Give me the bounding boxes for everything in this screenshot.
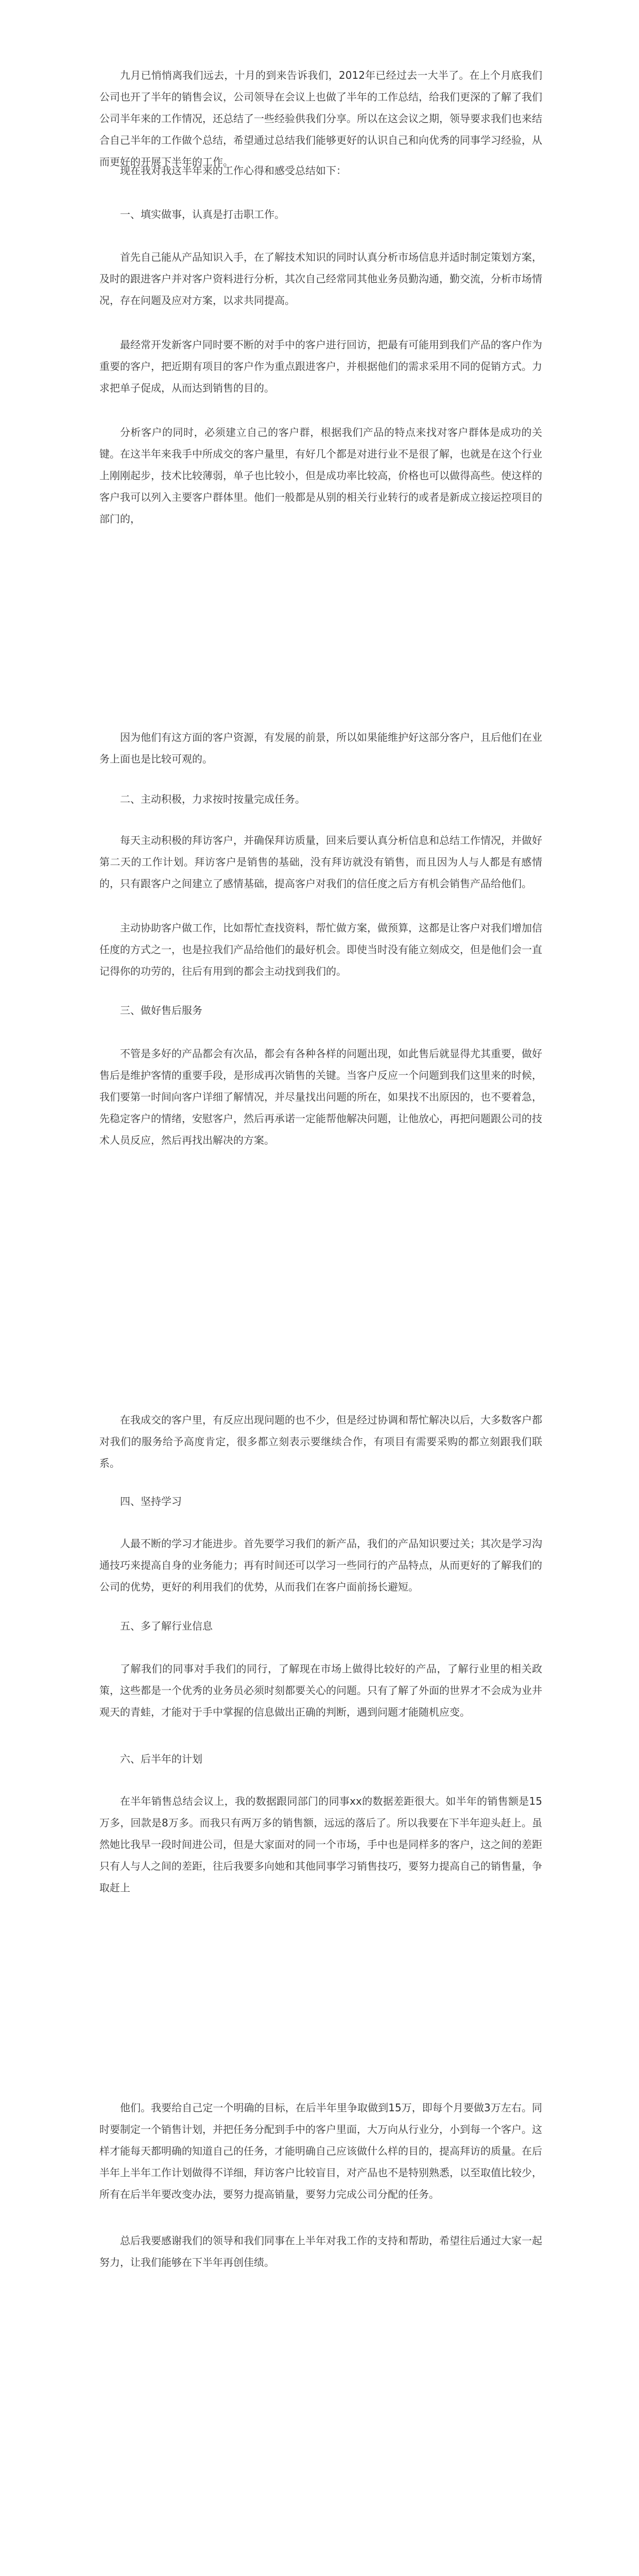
section-heading: 一、填实做事，认真是打击职工作。 (120, 208, 285, 221)
section-heading: 四、坚持学习 (120, 1495, 182, 1507)
section-5-p1-block (99, 1658, 542, 1723)
section-3-p1-block (99, 1043, 542, 1151)
section-paragraph: 主动协助客户做工作，比如帮忙查找资料，帮忙做方案，做预算，这都是让客户对我们增加信任度的方式之一，也是拉我们产品给他们的最好机会。即使当时没有能立刻成交，但是他们会一直记得你的功劳的，往后有用到的都会主动找到我们的。 (99, 922, 542, 977)
section-paragraph: 分析客户的同时，必须建立自己的客户群，根据我们产品的特点来找对客户群体是成功的关键。在这半年来我手中所成交的客户量里，有好几个都是对进行业不是很了解，也就是在这个行业上刚刚起步，技术比较薄弱，单子也比较小，但是成功率比较高，价格也可以做得高些。使这样的客户我可以列入主要客户群体里。他们一般都是从别的相关行业转行的或者是新成立接运控项目的部门的， (99, 426, 542, 525)
closing-paragraph: 总后我要感谢我们的领导和我们同事在上半年对我工作的支持和帮助，希望往后通过大家一起努力，让我们能够在下半年再创佳绩。 (99, 2234, 542, 2268)
section-4-p1-block (99, 1533, 542, 1598)
section-1-continued-block (99, 726, 542, 770)
summary-intro: 现在我对我这半年来的工作心得和感受总结如下： (120, 164, 347, 177)
section-1-p2-block (99, 334, 542, 399)
section-paragraph: 首先自己能从产品知识入手，在了解技术知识的同时认真分析市场信息并适时制定策划方案，及时的跟进客户并对客户资料进行分析，其次自己经常同其他业务员勤沟通，勤交流，分析市场情况，存在问题及应对方案，以求共同提高。 (99, 251, 542, 307)
section-1-p1-block (99, 246, 542, 311)
section-paragraph: 他们。我要给自己定一个明确的目标，在后半年里争取做到15万，即每个月要做3万左右。同时要制定一个销售计划，并把任务分配到手中的客户里面，大万向从行业分，小到每一个客户。这样才能每天都明确的知道自己的任务，才能明确自己应该做什么样的目的，提高拜访的质量。在后半年上半年工作计划做得不详细，拜访客户比较盲目，对产品也不是特别熟悉，以至取值比较少，所有在后半年要改变办法，要努力提高销量，要努力完成公司分配的任务。 (99, 2102, 542, 2200)
section-paragraph: 在半年销售总结会议上，我的数据跟同部门的同事xx的数据差距很大。如半年的销售额是15万多，回款是8万多。而我只有两万多的销售额，远远的落后了。所以我要在下半年迎头赶上。虽然她比我早一段时间进公司，但是大家面对的同一个市场，手中也是同样多的客户，这之间的差距只有人与人之间的差距，往后我要多向她和其他同事学习销售技巧，要努力提高自己的销售量，争取赶上 (99, 1795, 542, 1894)
section-6-heading-block (99, 1748, 542, 1770)
section-heading: 五、多了解行业信息 (120, 1620, 213, 1632)
intro-block (99, 64, 542, 173)
closing-block (99, 2230, 542, 2273)
section-3-heading-block (99, 999, 542, 1021)
section-3-continued-block (99, 1409, 542, 1474)
intro-paragraph: 九月已悄悄离我们远去，十月的到来告诉我们，2012年已经过去一大半了。在上个月底我们公司也开了半年的销售会议，公司领导在会议上也做了半年的工作总结，给我们更深的了解了我们公司半年来的工作情况，还总结了一些经验供我们分享。所以在这会议之期，领导要求我们也来结合自己半年的工作做个总结，希望通过总结我们能够更好的认识自己和向优秀的同事学习经验，从而更好的开展下半年的工作。 (99, 69, 542, 168)
section-1-p3-block (99, 421, 542, 530)
section-heading: 三、做好售后服务 (120, 1004, 202, 1016)
section-paragraph: 最经常开发新客户同时要不断的对手中的客户进行回访，把最有可能用到我们产品的客户作为重要的客户，把近期有项目的客户作为重点跟进客户，并根据他们的需求采用不同的促销方式。力求把单子促成，从而达到销售的目的。 (99, 338, 542, 394)
section-2-p2-block (99, 917, 542, 982)
section-2-p1-block (99, 829, 542, 894)
section-5-heading-block (99, 1615, 542, 1637)
section-4-heading-block (99, 1490, 542, 1512)
section-2-heading-block (99, 788, 542, 810)
section-paragraph: 人最不断的学习才能进步。首先要学习我们的新产品，我们的产品知识要过关；其次是学习沟通技巧来提高自身的业务能力；再有时间还可以学习一些同行的产品特点，从而更好的了解我们的公司的优势，更好的利用我们的优势，从而我们在客户面前扬长避短。 (99, 1537, 542, 1593)
section-6-continued-block (99, 2097, 542, 2205)
section-6-p1-block (99, 1790, 542, 1899)
section-paragraph: 不管是多好的产品都会有次品，都会有各种各样的问题出现，如此售后就显得尤其重要，做好售后是维护客情的重要手段，是形成再次销售的关键。当客户反应一个问题到我们这里来的时候，我们要第一时间向客户详细了解情况，并尽量找出问题的所在，如果找不出原因的，也不要着急，先稳定客户的情绪，安慰客户，然后再承诺一定能帮他解决问题，让他放心，再把问题跟公司的技术人员反应，然后再找出解决的方案。 (99, 1047, 542, 1146)
section-paragraph: 在我成交的客户里，有反应出现问题的也不少，但是经过协调和帮忙解决以后，大多数客户都对我们的服务给予高度肯定，很多都立刻表示要继续合作，有项目有需要采购的都立刻跟我们联系。 (99, 1414, 542, 1469)
section-paragraph: 每天主动积极的拜访客户，并确保拜访质量，回来后要认真分析信息和总结工作情况，并做好第二天的工作计划。拜访客户是销售的基础，没有拜访就没有销售，而且因为人与人都是有感情的，只有跟客户之间建立了感情基础，提高客户对我们的信任度之后方有机会销售产品给他们。 (99, 834, 542, 890)
section-1-heading-block (99, 204, 542, 225)
summary-intro-block (99, 160, 542, 181)
section-heading: 二、主动积极，力求按时按量完成任务。 (120, 793, 305, 805)
section-paragraph: 因为他们有这方面的客户资源，有发展的前景，所以如果能维护好这部分客户，且后他们在业务上面也是比较可观的。 (99, 731, 542, 765)
section-paragraph: 了解我们的同事对手我们的同行，了解现在市场上做得比较好的产品，了解行业里的相关政策，这些都是一个优秀的业务员必须时刻都要关心的问题。只有了解了外面的世界才不会成为业井观天的青蛙，才能对于手中掌握的信息做出正确的判断，遇到问题才能随机应变。 (99, 1663, 542, 1718)
section-heading: 六、后半年的计划 (120, 1753, 202, 1765)
